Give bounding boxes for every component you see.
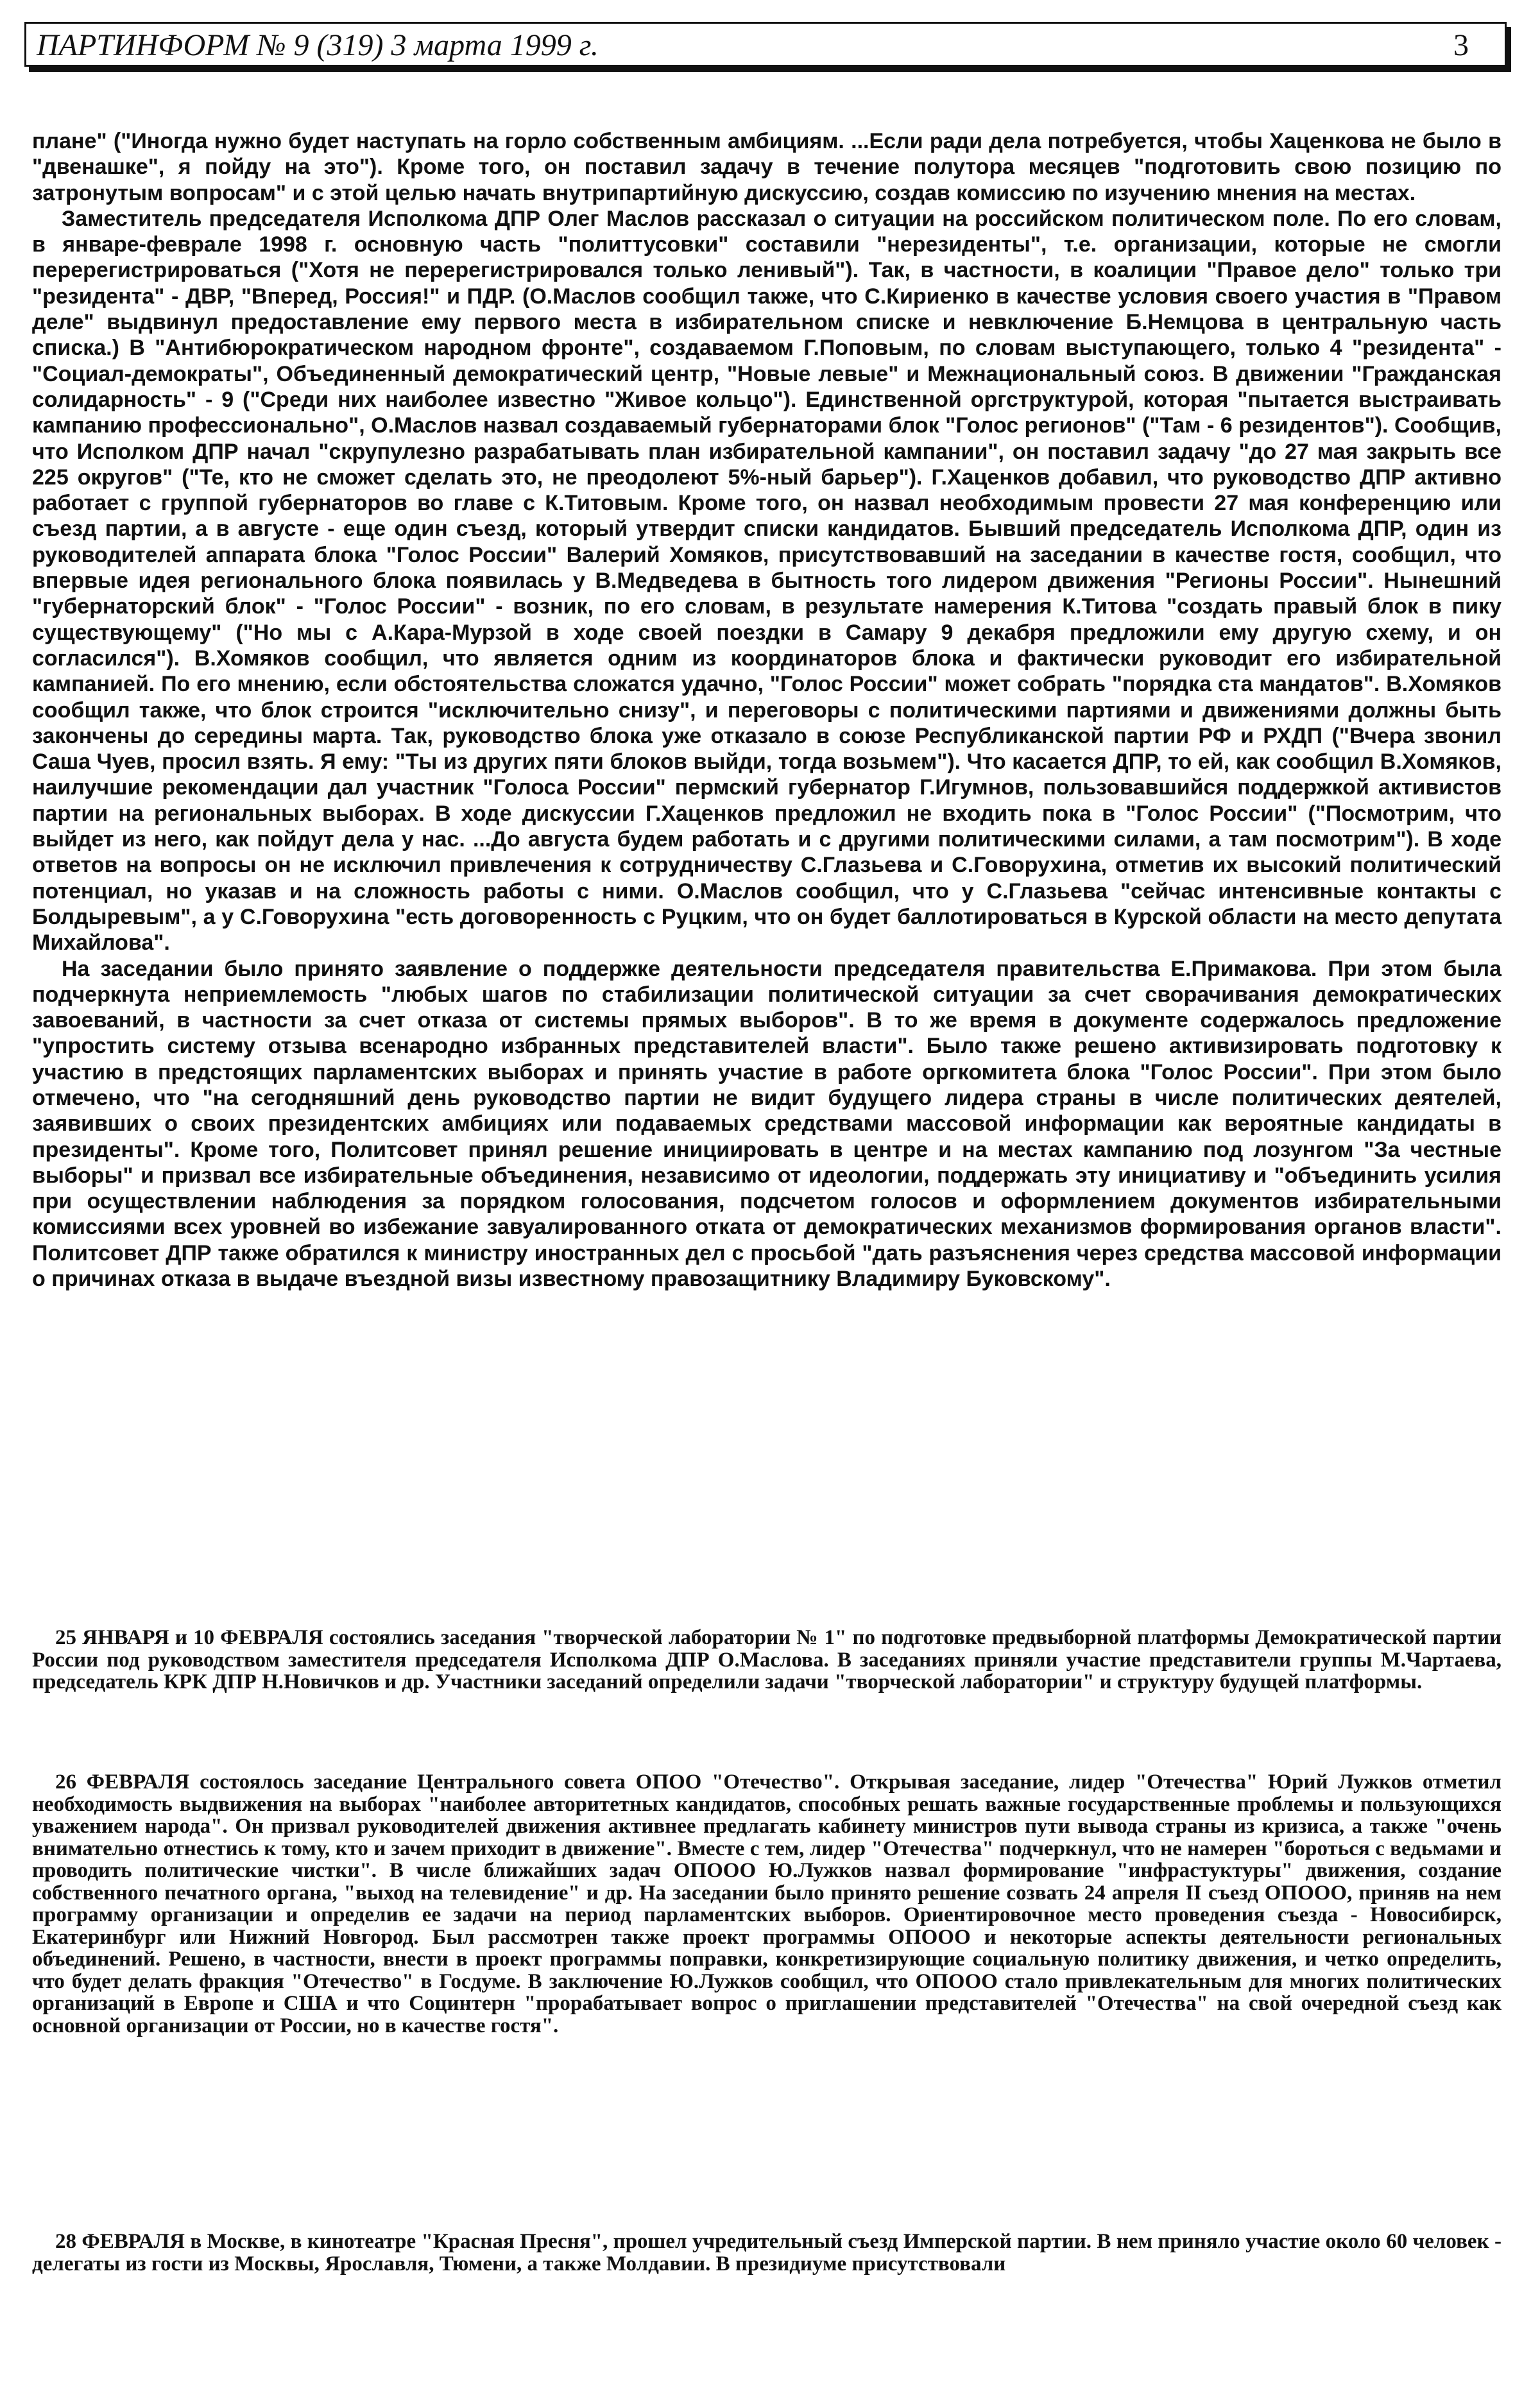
publication-title: ПАРТИНФОРМ № 9 (319) 3 марта 1999 г. bbox=[37, 28, 599, 62]
article-body bbox=[32, 128, 1502, 1292]
news-item bbox=[32, 1771, 1502, 2037]
news-text: 28 ФЕВРАЛЯ в Москве, в кинотеатре "Красная Пресня", прошел учредительный съезд Имперской партии. В нем приняло участие около 60 человек - делегаты из гости из Москвы, Ярославля, Тюмени, а также Молдавии. В президиуме присутствовали bbox=[32, 2230, 1502, 2275]
page-number: 3 bbox=[1453, 28, 1469, 62]
news-item bbox=[32, 1627, 1502, 1693]
page-header bbox=[24, 22, 1507, 67]
article-paragraph: плане" ("Иногда нужно будет наступать на горло собственным амбициям. ...Если ради дела потребуется, чтобы Хаценкова не было в "двенашке", я пойду на это"). Кроме того, он поставил задачу в течение полутора месяцев "подготовить свою позицию по затронутым вопросам" и с этой целью начать внутрипартийную дискуссию, создав комиссию по изучению мнения на местах. bbox=[32, 129, 1502, 205]
news-item bbox=[32, 2231, 1502, 2275]
news-text: 25 ЯНВАРЯ и 10 ФЕВРАЛЯ состоялись заседания "творческой лаборатории № 1" по подготовке предвыборной платформы Демократической партии России под руководством заместителя председателя Исполкома ДПР О.Маслова. В заседаниях приняли участие представители группы М.Чартаева, председатель КРК ДПР Н.Новичков и др. Участники заседаний определили задачи "творческой лаборатории" и структуру будущей платформы. bbox=[32, 1626, 1502, 1693]
article-paragraph: На заседании было принято заявление о поддержке деятельности председателя правительства Е.Примакова. При этом была подчеркнута неприемлемость "любых шагов по стабилизации политической ситуации за счет сворачивания демократических завоеваний, в частности за счет отказа от системы прямых выборов". В то же время в документе содержалось предложение "упростить систему отзыва всенародно избранных представителей власти". Было также решено активизировать подготовку к участию в предстоящих парламентских выборах и принять участие в работе оргкомитета блока "Голос России". При этом было отмечено, что "на сегодняшний день руководство партии не видит будущего лидера страны в числе политических деятелей, заявивших о своих президентских амбициях или подаваемых средствами массовой информации как вероятные кандидаты в президенты". Кроме того, Политсовет принял решение инициировать в центре и на местах кампанию под лозунгом "За честные выборы" и призвал все избирательные объединения, независимо от идеологии, поддержать эту инициативу и "объединить усилия при осуществлении наблюдения за порядком голосования, подсчетом голосов и оформлением документов избирательными комиссиями всех уровней во избежание завуалированного отката от демократических механизмов формирования органов власти". Политсовет ДПР также обратился к министру иностранных дел с просьбой "дать разъяснения через средства массовой информации о причинах отказа в выдаче въездной визы известному правозащитнику Владимиру Буковскому". bbox=[32, 956, 1502, 1292]
news-text: 26 ФЕВРАЛЯ состоялось заседание Центрального совета ОПОО "Отечество". Открывая заседание, лидер "Отечества" Юрий Лужков отметил необходимость выдвижения на выборах "наиболее авторитетных кандидатов, способных решать важные государственные проблемы и пользующихся уважением народа". Он призвал руководителей движения активнее предлагать кабинету министров пути вывода страны из кризиса, а также "очень внимательно отнестись к тому, кто и зачем приходит в движение". Вместе с тем, лидер "Отечества" подчеркнул, что не намерен "бороться с ведьмами и проводить политические чистки". В числе ближайших задач ОПООО Ю.Лужков назвал формирование "инфрастуктуры" движения, создание собственного печатного органа, "выход на телевидение" и др. На заседании было принято решение созвать 24 апреля II съезд ОПООО, приняв на нем программу организации и определив ее задачи на период парламентских выборов. Ориентировочное место проведения съезда - Новосибирск, Екатеринбург или Нижний Новгород. Был рассмотрен также проект программы ОПООО и некоторые аспекты деятельности региональных объединений. Решено, в частности, внести в проект программы поправки, конкретизирующие социальную политику движения, и четко определить, что будет делать фракция "Отечество" в Госдуме. В заключение Ю.Лужков сообщил, что ОПООО стало привлекательным для многих политических организаций в Европе и США и что Социнтерн "прорабатывает вопрос о приглашении представителей "Отечества" на свой очередной съезд как основной организации от России, но в качестве гостя". bbox=[32, 1770, 1502, 2037]
article-paragraph: Заместитель председателя Исполкома ДПР Олег Маслов рассказал о ситуации на российском политическом поле. По его словам, в январе-феврале 1998 г. основную часть "политтусовки" составили "нерезиденты", т.е. организации, которые не смогли перерегистрироваться ("Хотя не перерегистрировался только ленивый"). Так, в частности, в коалиции "Правое дело" только три "резидента" - ДВР, "Вперед, Россия!" и ПДР. (О.Маслов сообщил также, что С.Кириенко в качестве условия своего участия в "Правом деле" выдвинул предоставление ему первого места в избирательном списке и невключение Б.Немцова в центральную часть списка.) В "Антибюрократическом народном фронте", создаваемом Г.Поповым, по словам выступающего, только 4 "резидента" - "Социал-демократы", Объединенный демократический центр, "Новые левые" и Межнациональный союз. В движении "Гражданская солидарность" - 9 ("Среди них наиболее известно "Живое кольцо"). Единственной оргструктурой, которая "пытается выстраивать кампанию профессионально", О.Маслов назвал создаваемый губернаторами блок "Голос регионов" ("Там - 6 резидентов"). Сообщив, что Исполком ДПР начал "скрупулезно разрабатывать план избирательной кампании", он поставил задачу "до 27 мая закрыть все 225 округов" ("Те, кто не сможет сделать это, не преодолеют 5%-ный барьер"). Г.Хаценков добавил, что руководство ДПР активно работает с группой губернаторов во главе с К.Титовым. Кроме того, он назвал необходимым провести 27 мая конференцию или съезд партии, а в августе - еще один съезд, который утвердит списки кандидатов. Бывший председатель Исполкома ДПР, один из руководителей аппарата блока "Голос России" Валерий Хомяков, присутствовавший на заседании в качестве гостя, сообщил, что впервые идея регионального блока появилась у В.Медведева в бытность того лидером движения "Регионы России". Нынешний "губернаторский блок" - "Голос России" - возник, по его словам, в результате намерения К.Титова "создать правый блок в пику существующему" ("Но мы с А.Кара-Мурзой в ходе своей поездки в Самару 9 декабря предложили ему другую схему, и он согласился"). В.Хомяков сообщил, что является одним из координаторов блока и фактически руководит его избирательной кампанией. По его мнению, если обстоятельства сложатся удачно, "Голос России" может собрать "порядка ста мандатов". В.Хомяков сообщил также, что блок строится "исключительно снизу", и переговоры с политическими партиями и движениями должны быть закончены до середины марта. Так, руководство блока уже отказало в союзе Республиканской партии РФ и РХДП ("Вчера звонил Саша Чуев, просил взять. Я ему: "Ты из других пяти блоков выйди, тогда возьмем"). Что касается ДПР, то ей, как сообщил В.Хомяков, наилучшие рекомендации дал участник "Голоса России" пермский губернатор Г.Игумнов, пользовавшийся поддержкой активистов партии на региональных выборах. В ходе дискуссии Г.Хаценков предложил не входить пока в "Голос России" ("Посмотрим, что выйдет из него, как пойдут дела у нас. ...До августа будем работать и с другими политическими силами, а там посмотрим"). В ходе ответов на вопросы он не исключил привлечения к сотрудничеству С.Глазьева и С.Говорухина, отметив их высокий политический потенциал, но указав и на сложность работы с ними. О.Маслов сообщил, что у С.Глазьева "сейчас интенсивные контакты с Болдыревым", а у С.Говорухина "есть договоренность с Руцким, что он будет баллотироваться в Курской области на место депутата Михайлова". bbox=[32, 206, 1502, 955]
